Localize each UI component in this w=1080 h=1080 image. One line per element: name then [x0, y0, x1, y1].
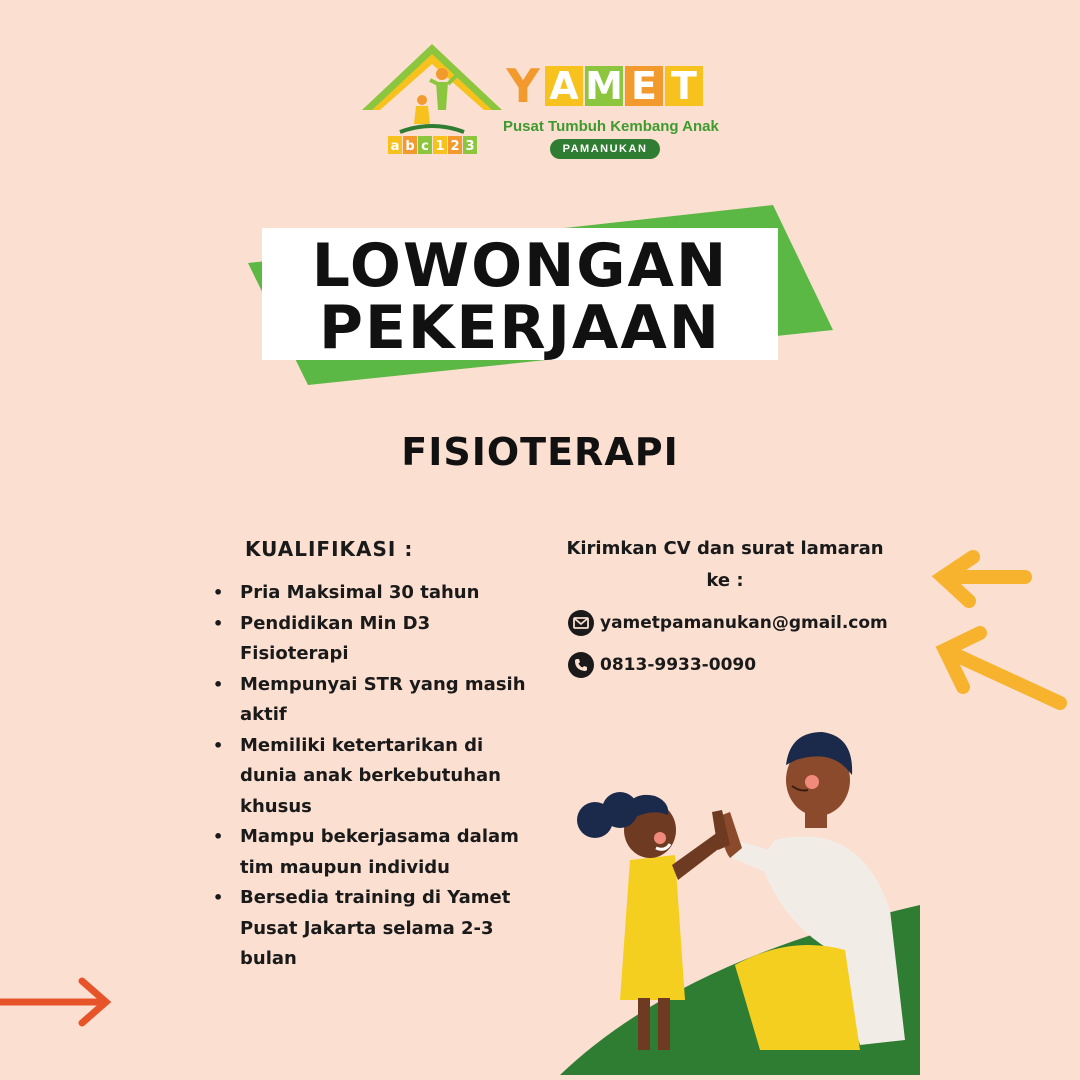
svg-text:3: 3 — [465, 139, 475, 154]
title-line-1: LOWONGAN — [311, 231, 729, 301]
logo-letter: Y — [506, 59, 540, 113]
yellow-arrows-icon — [925, 545, 1075, 720]
logo-letter: T — [665, 66, 703, 106]
contact-phone-row — [568, 652, 756, 678]
qualifications-heading: KUALIFIKASI : — [245, 537, 414, 561]
list-item: • Pendidikan Min D3 Fisioterapi — [213, 609, 543, 670]
contact-phone[interactable]: 0813-9933-0090 — [600, 655, 757, 675]
position-title: FISIOTERAPI — [401, 430, 679, 474]
contact-email-row — [568, 610, 888, 636]
svg-text:a: a — [390, 139, 400, 154]
qualifications-list — [213, 578, 543, 975]
contact-email[interactable]: yametpamanukan@gmail.com — [600, 613, 888, 633]
email-icon — [568, 610, 594, 636]
phone-icon — [568, 652, 594, 678]
list-item: • Memiliki ketertarikan di dunia anak berkebutuhan khusus — [213, 731, 543, 823]
list-item: • Pria Maksimal 30 tahun — [213, 578, 543, 609]
list-item: • Mampu bekerjasama dalam tim maupun individu — [213, 822, 543, 883]
logo-letter: E — [625, 66, 663, 106]
svg-text:c: c — [421, 139, 429, 154]
svg-text:2: 2 — [450, 139, 460, 154]
title-line-2: PEKERJAAN — [318, 293, 722, 363]
logo-letter: M — [585, 64, 623, 108]
logo-branch-badge: PAMANUKAN — [550, 139, 660, 159]
list-item: • Mempunyai STR yang masih aktif — [213, 670, 543, 731]
logo-subtitle: Pusat Tumbuh Kembang Anak — [503, 118, 719, 135]
orange-arrow-icon — [0, 975, 115, 1030]
logo-wordmark — [503, 59, 703, 113]
contact-intro: Kirimkan CV dan surat lamaran ke : — [566, 538, 884, 591]
list-item: • Bersedia training di Yamet Pusat Jakarta selama 2-3 bulan — [213, 883, 543, 975]
logo-house-icon — [360, 40, 505, 160]
svg-text:b: b — [405, 139, 415, 154]
logo-letter: A — [545, 66, 583, 106]
illustration-high-five — [560, 720, 930, 1075]
svg-text:1: 1 — [435, 139, 445, 154]
